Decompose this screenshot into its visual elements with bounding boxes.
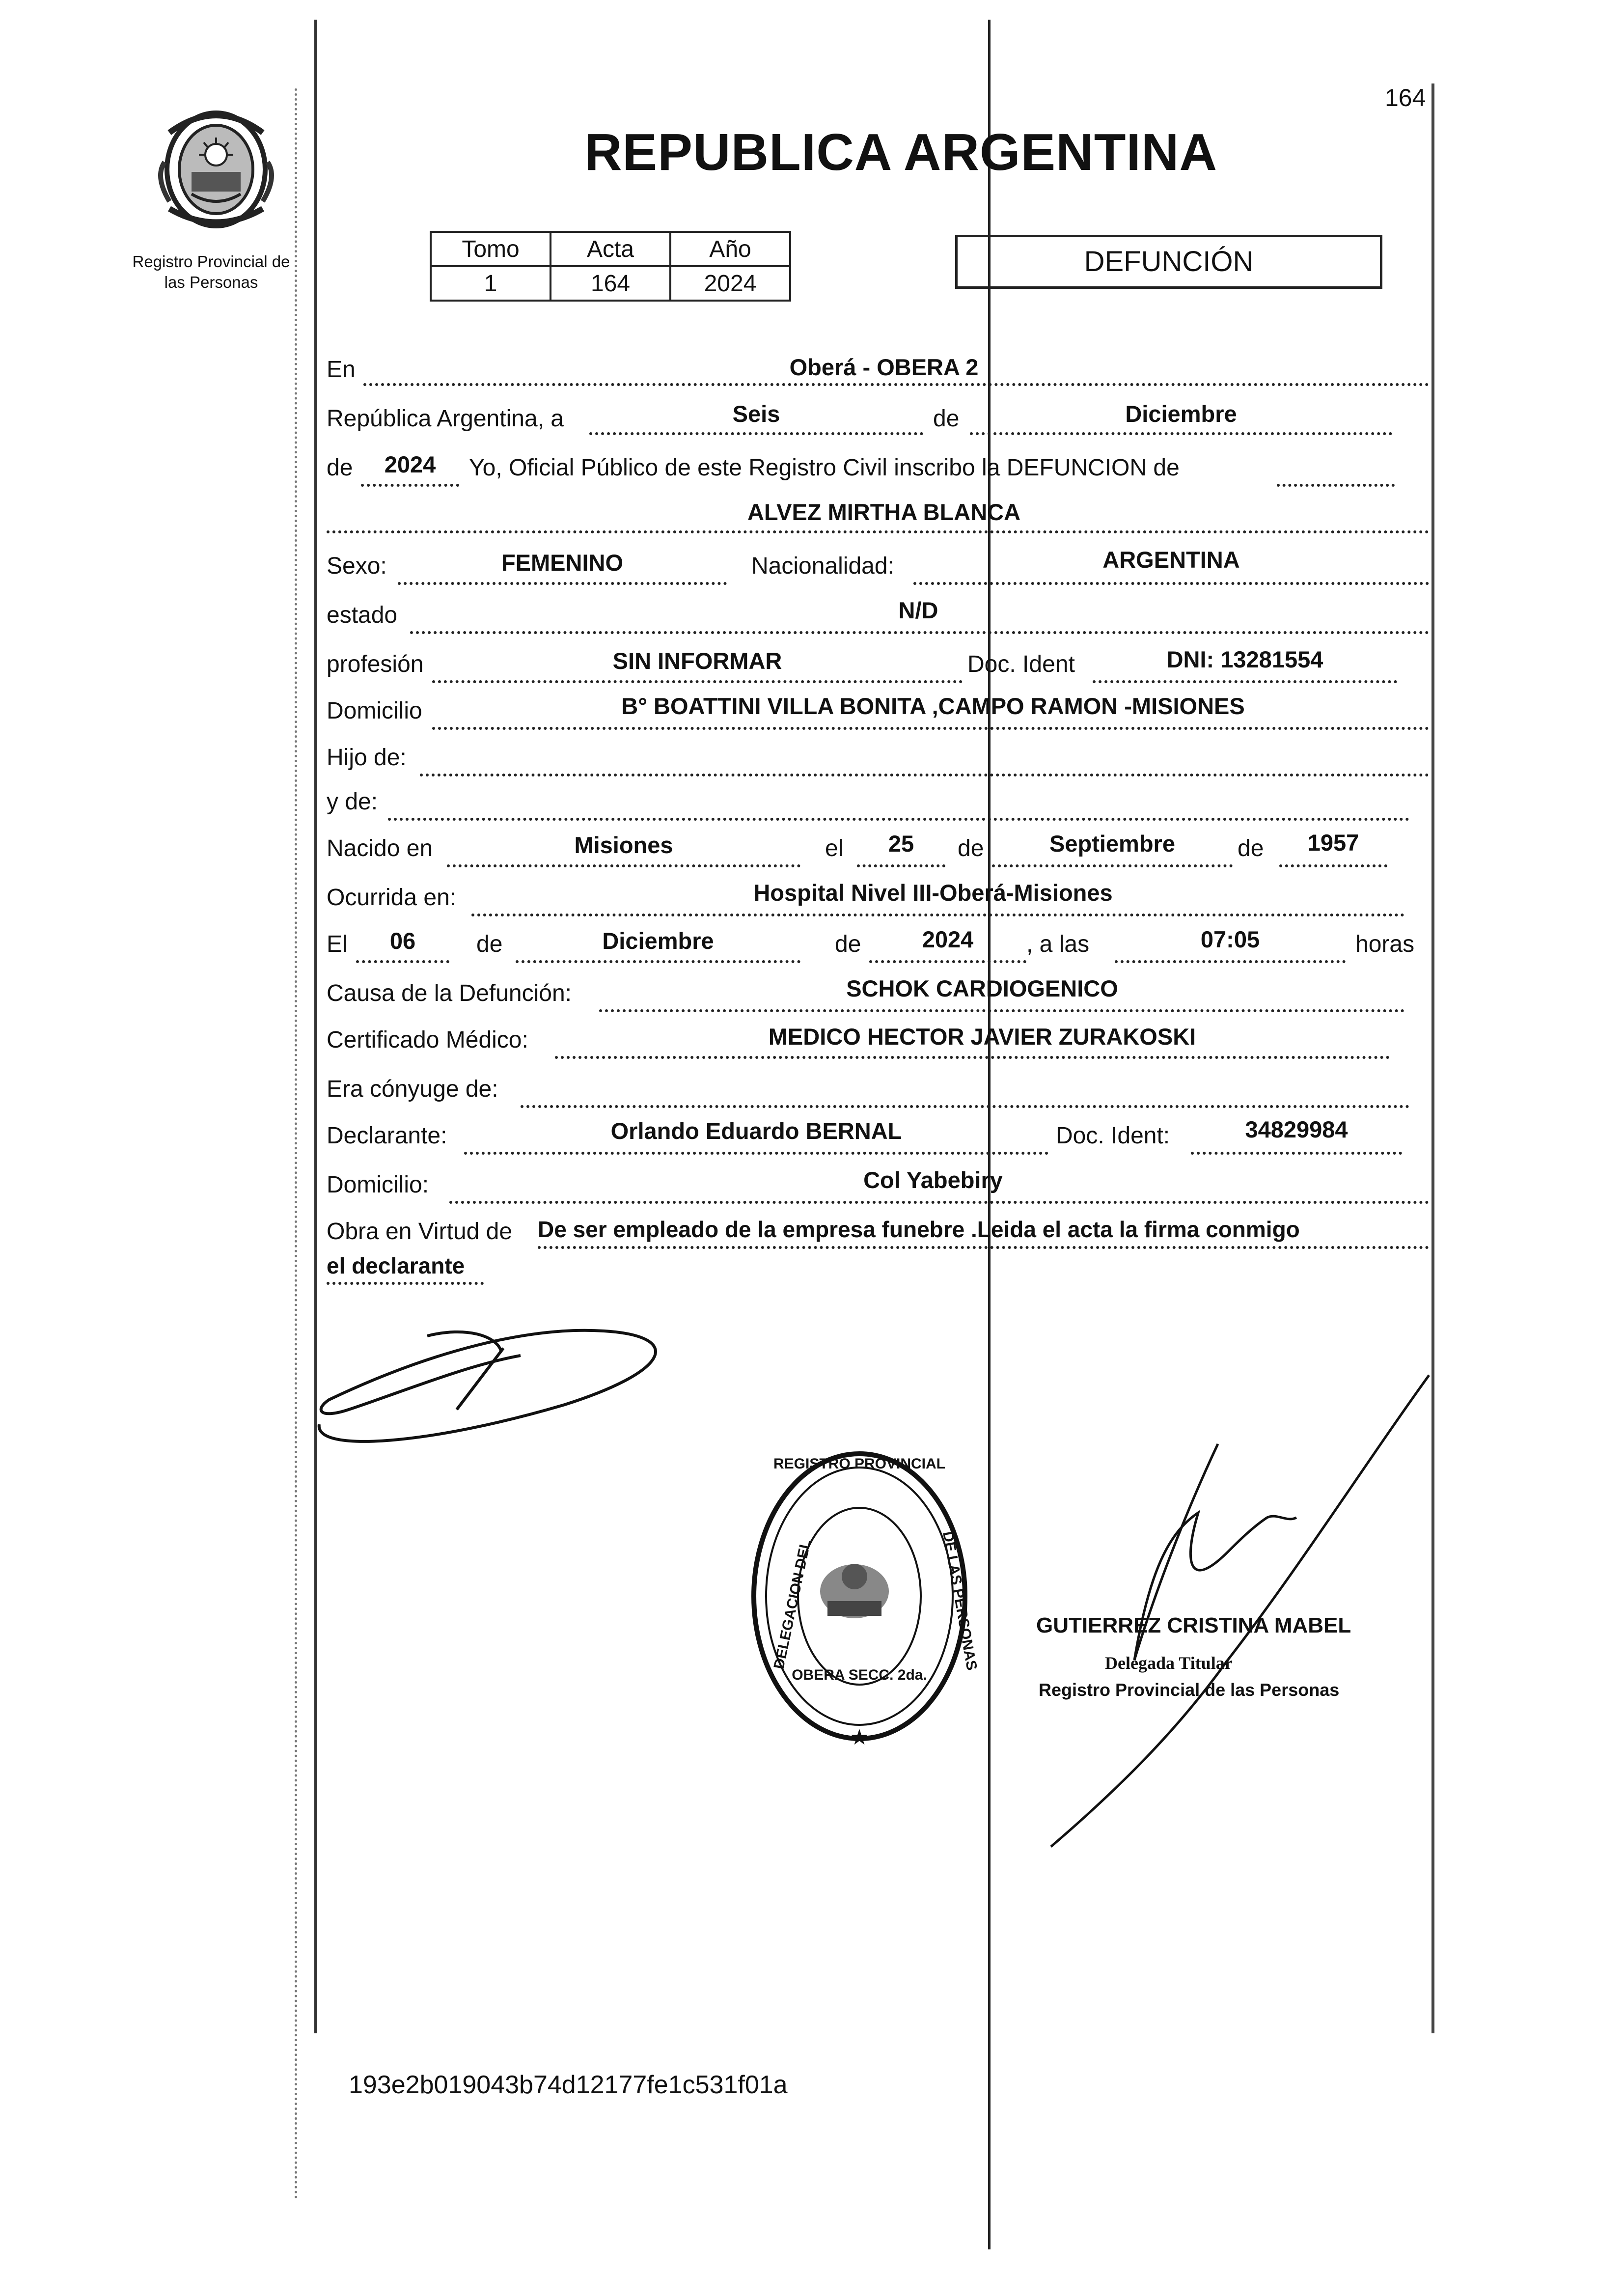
year-value: 2024: [384, 451, 436, 477]
hijo-underline: [420, 774, 1429, 776]
certificado-label: Certificado Médico:: [327, 1027, 528, 1053]
nacionalidad-underline: [913, 582, 1429, 585]
delegation-stamp-icon: [737, 1434, 992, 1778]
document-hash: 193e2b019043b74d12177fe1c531f01a: [349, 2071, 788, 2099]
obra-value-line2: el declarante: [327, 1253, 465, 1278]
obra-value-line1: De ser empleado de la empresa funebre .Leida el acta la firma conmigo: [538, 1217, 1300, 1242]
republica-label: República Argentina, a: [327, 406, 564, 432]
estado-label: estado: [327, 602, 398, 628]
record-type-box: DEFUNCIÓN: [955, 235, 1382, 289]
death-year-value: 2024: [922, 926, 974, 952]
ocurrida-label: Ocurrida en:: [327, 885, 457, 911]
conyuge-label: Era cónyuge de:: [327, 1076, 498, 1102]
nacido-label: Nacido en: [327, 835, 433, 861]
profesion-label: profesión: [327, 651, 424, 677]
profesion-underline: [432, 680, 963, 683]
official-signature-icon: [1021, 1365, 1439, 1856]
hijo-label: Hijo de:: [327, 745, 407, 771]
docident-label: Doc. Ident: [967, 651, 1075, 677]
death-de1-label: de: [476, 931, 503, 957]
birth-de1-label: de: [958, 835, 984, 861]
en-value: Oberá - OBERA 2: [789, 354, 979, 380]
death-day-underline: [356, 960, 449, 963]
causa-underline: [599, 1009, 1404, 1012]
record-table: [430, 231, 791, 302]
registry-label-line1: Registro Provincial de: [132, 252, 290, 271]
name-underline: [327, 530, 1429, 533]
provincial-seal-icon: [150, 103, 282, 236]
certificado-value: MEDICO HECTOR JAVIER ZURAKOSKI: [768, 1024, 1196, 1050]
decl-doc-value: 34829984: [1245, 1116, 1348, 1142]
acta-value: 164: [551, 266, 670, 301]
nacido-value: Misiones: [574, 832, 673, 858]
birth-el-label: el: [825, 835, 844, 861]
estado-underline: [410, 631, 1429, 634]
svg-text:DELEGACION DEL: DELEGACION DEL: [771, 1538, 814, 1671]
declarante-underline: [464, 1152, 1048, 1155]
deceased-name-value: ALVEZ MIRTHA BLANCA: [747, 499, 1021, 525]
en-underline: [363, 383, 1429, 386]
birth-year-underline: [1279, 864, 1387, 867]
declarante-value: Orlando Eduardo BERNAL: [610, 1118, 902, 1144]
declarante-label: Declarante:: [327, 1123, 447, 1149]
svg-text:DE LAS PERSONAS: DE LAS PERSONAS: [939, 1530, 980, 1672]
birth-day-value: 25: [888, 831, 914, 857]
record-table-header-row: [431, 232, 790, 266]
day-word-value: Seis: [732, 401, 780, 427]
svg-text:OBERA SECC. 2da.: OBERA SECC. 2da.: [792, 1667, 927, 1683]
death-day-value: 06: [389, 928, 416, 954]
birth-month-value: Septiembre: [1049, 831, 1175, 857]
alas-label: , a las: [1026, 931, 1090, 957]
domicilio-value: B° BOATTINI VILLA BONITA ,CAMPO RAMON -MISIONES: [621, 693, 1245, 719]
page-number: 164: [1385, 84, 1426, 111]
conyuge-underline: [521, 1105, 1409, 1108]
month-word-value: Diciembre: [1125, 401, 1237, 427]
anio-value: 2024: [670, 266, 790, 301]
death-de2-label: de: [835, 931, 861, 957]
obra-underline-2: [327, 1282, 484, 1285]
decl-domicilio-underline: [449, 1201, 1429, 1204]
tomo-value: 1: [431, 266, 551, 301]
birth-year-value: 1957: [1307, 830, 1359, 856]
de-label-1: de: [933, 406, 960, 432]
year-underline: [361, 484, 459, 487]
death-month-value: Diciembre: [602, 928, 714, 954]
margin-dotted-rule: [295, 88, 297, 2200]
nacido-underline: [447, 864, 800, 867]
death-el-label: El: [327, 931, 348, 957]
causa-label: Causa de la Defunción:: [327, 980, 572, 1006]
anio-header: Año: [670, 232, 790, 266]
yo-tail-underline: [1277, 484, 1395, 487]
nacionalidad-value: ARGENTINA: [1102, 547, 1240, 573]
svg-text:★: ★: [850, 1725, 869, 1750]
birth-month-underline: [992, 864, 1233, 867]
acta-header: Acta: [551, 232, 670, 266]
obra-label: Obra en Virtud de: [327, 1219, 513, 1245]
docident-underline: [1093, 680, 1397, 683]
official-role: Delegada Titular: [1105, 1653, 1233, 1673]
form-left-border: [314, 20, 317, 2033]
yo-text: Yo, Oficial Público de este Registro Civil inscribo la DEFUNCION de: [469, 455, 1180, 481]
ocurrida-underline: [471, 914, 1404, 916]
birth-day-underline: [857, 864, 945, 867]
certificado-underline: [555, 1056, 1390, 1059]
obra-underline-1: [538, 1246, 1429, 1249]
document-title: REPUBLICA ARGENTINA: [584, 123, 1218, 181]
decl-domicilio-label: Domicilio:: [327, 1172, 429, 1198]
death-month-underline: [516, 960, 800, 963]
horas-label: horas: [1355, 931, 1415, 957]
nacionalidad-label: Nacionalidad:: [751, 553, 894, 579]
yde-label: y de:: [327, 789, 378, 815]
sexo-label: Sexo:: [327, 553, 387, 579]
death-time-value: 07:05: [1200, 926, 1260, 952]
decl-doc-underline: [1191, 1152, 1402, 1155]
yde-underline: [388, 818, 1409, 821]
official-office: Registro Provincial de las Personas: [1039, 1680, 1340, 1700]
docident-value: DNI: 13281554: [1166, 646, 1323, 672]
month-underline: [970, 432, 1392, 435]
estado-value: N/D: [898, 597, 938, 623]
record-table-value-row: [431, 266, 790, 301]
sexo-value: FEMENINO: [501, 550, 624, 576]
birth-de2-label: de: [1238, 835, 1264, 861]
day-underline: [589, 432, 923, 435]
decl-doc-label: Doc. Ident:: [1056, 1123, 1170, 1149]
registry-label-line2: las Personas: [164, 273, 258, 291]
ocurrida-value: Hospital Nivel III-Oberá-Misiones: [753, 880, 1113, 906]
tomo-header: Tomo: [431, 232, 551, 266]
time-underline: [1115, 960, 1346, 963]
registry-label: [115, 251, 307, 293]
declarant-signature-icon: [309, 1306, 683, 1454]
official-name: GUTIERREZ CRISTINA MABEL: [1036, 1613, 1351, 1637]
causa-value: SCHOK CARDIOGENICO: [846, 975, 1118, 1001]
domicilio-underline: [432, 727, 1429, 730]
year-prefix-label: de: [327, 455, 353, 481]
death-year-underline: [869, 960, 1026, 963]
en-label: En: [327, 357, 356, 383]
decl-domicilio-value: Col Yabebiry: [863, 1167, 1003, 1193]
profesion-value: SIN INFORMAR: [612, 648, 782, 674]
sexo-underline: [398, 582, 727, 585]
svg-text:REGISTRO PROVINCIAL: REGISTRO PROVINCIAL: [773, 1456, 946, 1472]
domicilio-label: Domicilio: [327, 698, 422, 724]
